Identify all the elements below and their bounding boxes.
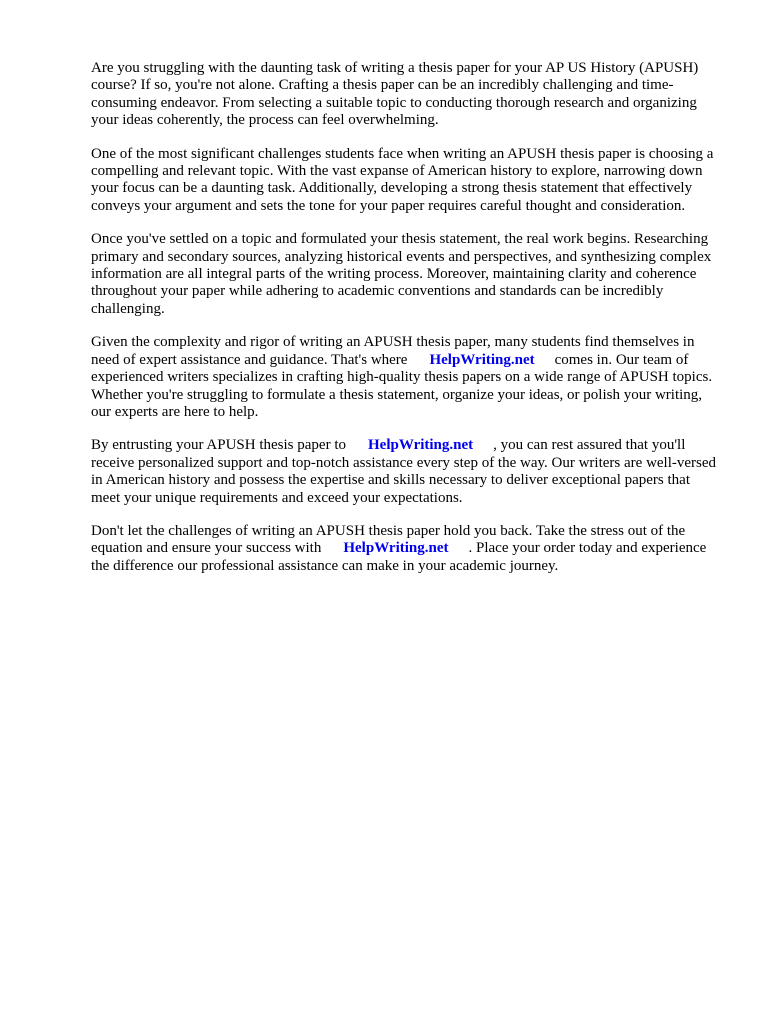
paragraph-entrusting-text-before: By entrusting your APUSH thesis paper to bbox=[91, 437, 346, 454]
paragraph-research: Once you've settled on a topic and formulated your thesis statement, the real work begins. Researching primary and secondary sources, analyzing historical events and perspectives, and synthesizing complex information are all integral parts of the writing process. Moreover, maintaining clarity and coherence throughout your paper while adhering to academic conventions and standards can be incredibly challenging. bbox=[91, 231, 712, 317]
paragraph-assistance-text-before: Given the complexity and rigor of writing an APUSH thesis paper, many students find themselves in need of expert assistance and guidance. That's where bbox=[91, 334, 695, 368]
paragraph-intro: Are you struggling with the daunting task of writing a thesis paper for your AP US History (APUSH) course? If so, you're not alone. Crafting a thesis paper can be an incredibly challenging and time-consuming endeavor. From selecting a suitable topic to conducting thorough research and organizing your ideas coherently, the process can feel overwhelming. bbox=[91, 60, 699, 129]
document-page bbox=[91, 60, 721, 591]
paragraph-assistance bbox=[91, 334, 721, 421]
paragraph-entrusting bbox=[91, 437, 721, 507]
paragraph-closing bbox=[91, 523, 721, 575]
paragraph-closing-text-after: . Place your order today and experience the difference our professional assistance can make in your academic journey. bbox=[91, 540, 707, 574]
paragraph-topic-challenge: One of the most significant challenges students face when writing an APUSH thesis paper is choosing a compelling and relevant topic. With the vast expanse of American history to explore, narrowing down your focus can be a daunting task. Additionally, developing a strong thesis statement that effectively conveys your argument and sets the tone for your paper requires careful thought and consideration. bbox=[91, 145, 714, 214]
helpwriting-link-2[interactable]: HelpWriting.net bbox=[368, 437, 474, 454]
helpwriting-link-3[interactable]: HelpWriting.net bbox=[343, 540, 449, 557]
helpwriting-link-1[interactable]: HelpWriting.net bbox=[429, 351, 535, 368]
paragraph-closing-text-before: Don't let the challenges of writing an APUSH thesis paper hold you back. Take the stress out of the equation and ensure your success with bbox=[91, 522, 686, 557]
paragraph-assistance-text-after: comes in. Our team of experienced writers specializes in crafting high-quality thesis papers on a wide range of APUSH topics. Whether you're struggling to formulate a thesis statement, organize your ideas, or polish your writing, our experts are here to help. bbox=[91, 351, 713, 420]
paragraph-entrusting-text-after: , you can rest assured that you'll receive personalized support and top-notch assistance every step of the way. Our writers are well-versed in American history and possess the expertise and skills necessary to deliver exceptional papers that meet your unique requirements and exceed your expectations. bbox=[91, 437, 717, 506]
